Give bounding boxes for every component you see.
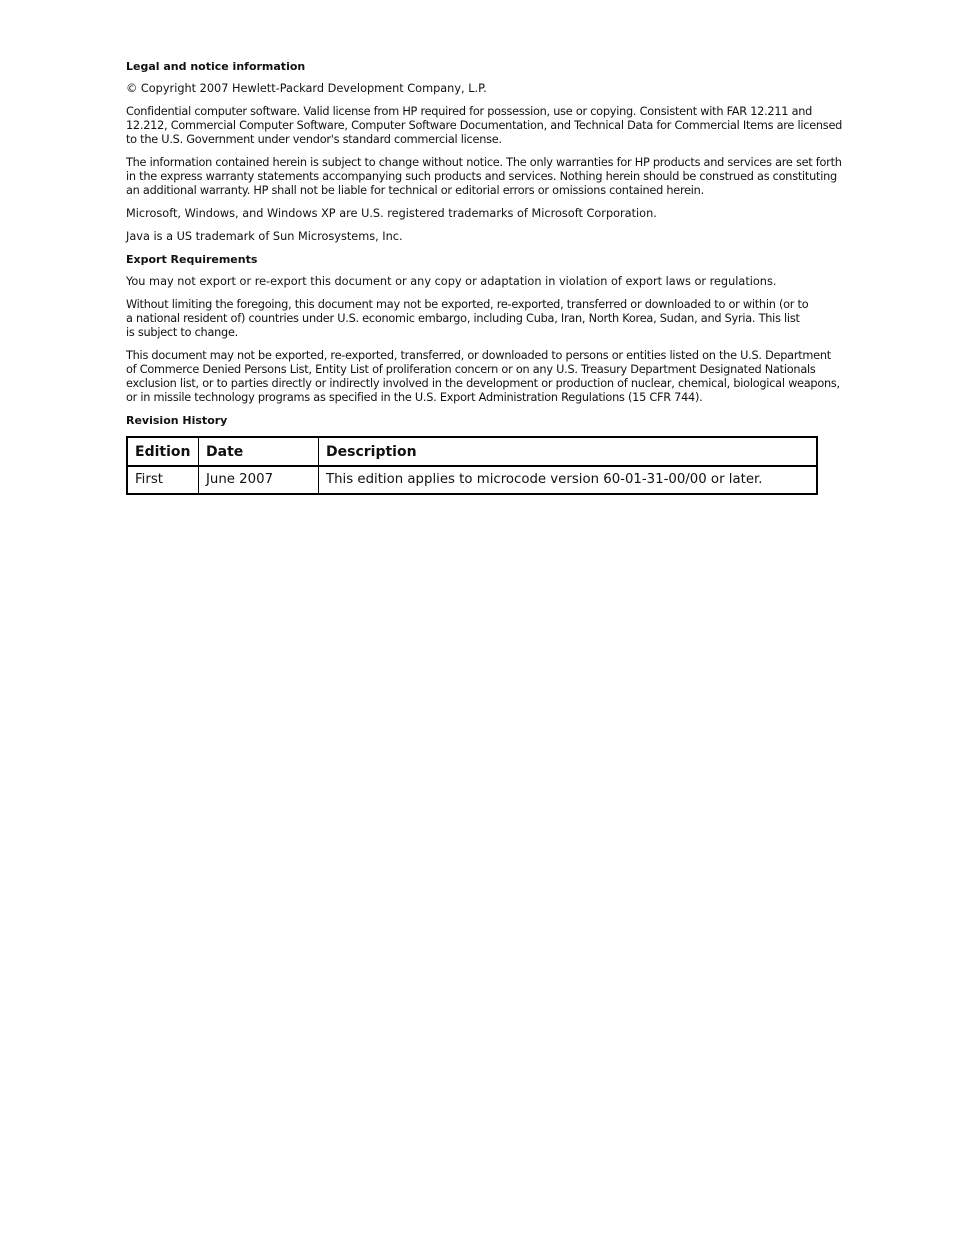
information-paragraph xyxy=(126,156,842,198)
table-row xyxy=(127,466,817,494)
cell-description: This edition applies to microcode version 60-01-31-00/00 or later. xyxy=(319,466,818,494)
export-line: Without limiting the foregoing, this document may not be exported, re-exported, transferred or downloaded to or within (or to xyxy=(126,298,809,311)
document-page xyxy=(126,60,843,495)
cell-date: June 2007 xyxy=(199,466,319,494)
revision-history-table xyxy=(126,436,818,495)
export-line: This document may not be exported, re-exported, transferred, or downloaded to persons or entities listed on the U.S. Department xyxy=(126,349,831,362)
information-line: The information contained herein is subject to change without notice. The only warranties for HP products and services are set forth xyxy=(126,156,842,169)
export-paragraph-2 xyxy=(126,298,836,340)
export-paragraph-3 xyxy=(126,349,840,405)
cell-edition: First xyxy=(127,466,199,494)
revision-heading: Revision History xyxy=(126,414,228,427)
legal-heading: Legal and notice information xyxy=(126,60,306,73)
header-date: Date xyxy=(199,437,319,466)
microsoft-trademark: Microsoft, Windows, and Windows XP are U.S. registered trademarks of Microsoft Corporation. xyxy=(126,207,657,220)
confidential-paragraph xyxy=(126,105,843,147)
export-line: a national resident of) countries under U.S. economic embargo, including Cuba, Iran, North Korea, Sudan, and Syria. This list xyxy=(126,312,800,325)
export-line: is subject to change. xyxy=(126,326,238,339)
confidential-line: Confidential computer software. Valid license from HP required for possession, use or copying. Consistent with FAR 12.211 and xyxy=(126,105,813,118)
export-heading: Export Requirements xyxy=(126,253,258,266)
export-line: exclusion list, or to parties directly or indirectly involved in the development or production of nuclear, chemical, biological weapons, xyxy=(126,377,840,390)
confidential-line: 12.212, Commercial Computer Software, Computer Software Documentation, and Technical Data for Commercial Items are licensed xyxy=(126,119,843,132)
java-trademark: Java is a US trademark of Sun Microsystems, Inc. xyxy=(126,230,403,243)
export-paragraph-1: You may not export or re-export this document or any copy or adaptation in violation of export laws or regulations. xyxy=(126,275,777,288)
information-line: an additional warranty. HP shall not be liable for technical or editorial errors or omissions contained herein. xyxy=(126,184,704,197)
export-line: or in missile technology programs as specified in the U.S. Export Administration Regulations (15 CFR 744). xyxy=(126,391,703,404)
table-header-row xyxy=(127,437,817,466)
header-description: Description xyxy=(319,437,818,466)
export-line: of Commerce Denied Persons List, Entity List of proliferation concern or on any U.S. Treasury Department Designated Nationals xyxy=(126,363,816,376)
copyright-text: © Copyright 2007 Hewlett-Packard Development Company, L.P. xyxy=(126,82,487,95)
confidential-line: to the U.S. Government under vendor's standard commercial license. xyxy=(126,133,502,146)
header-edition: Edition xyxy=(127,437,199,466)
information-line: in the express warranty statements accompanying such products and services. Nothing herein should be construed as constituting xyxy=(126,170,837,183)
